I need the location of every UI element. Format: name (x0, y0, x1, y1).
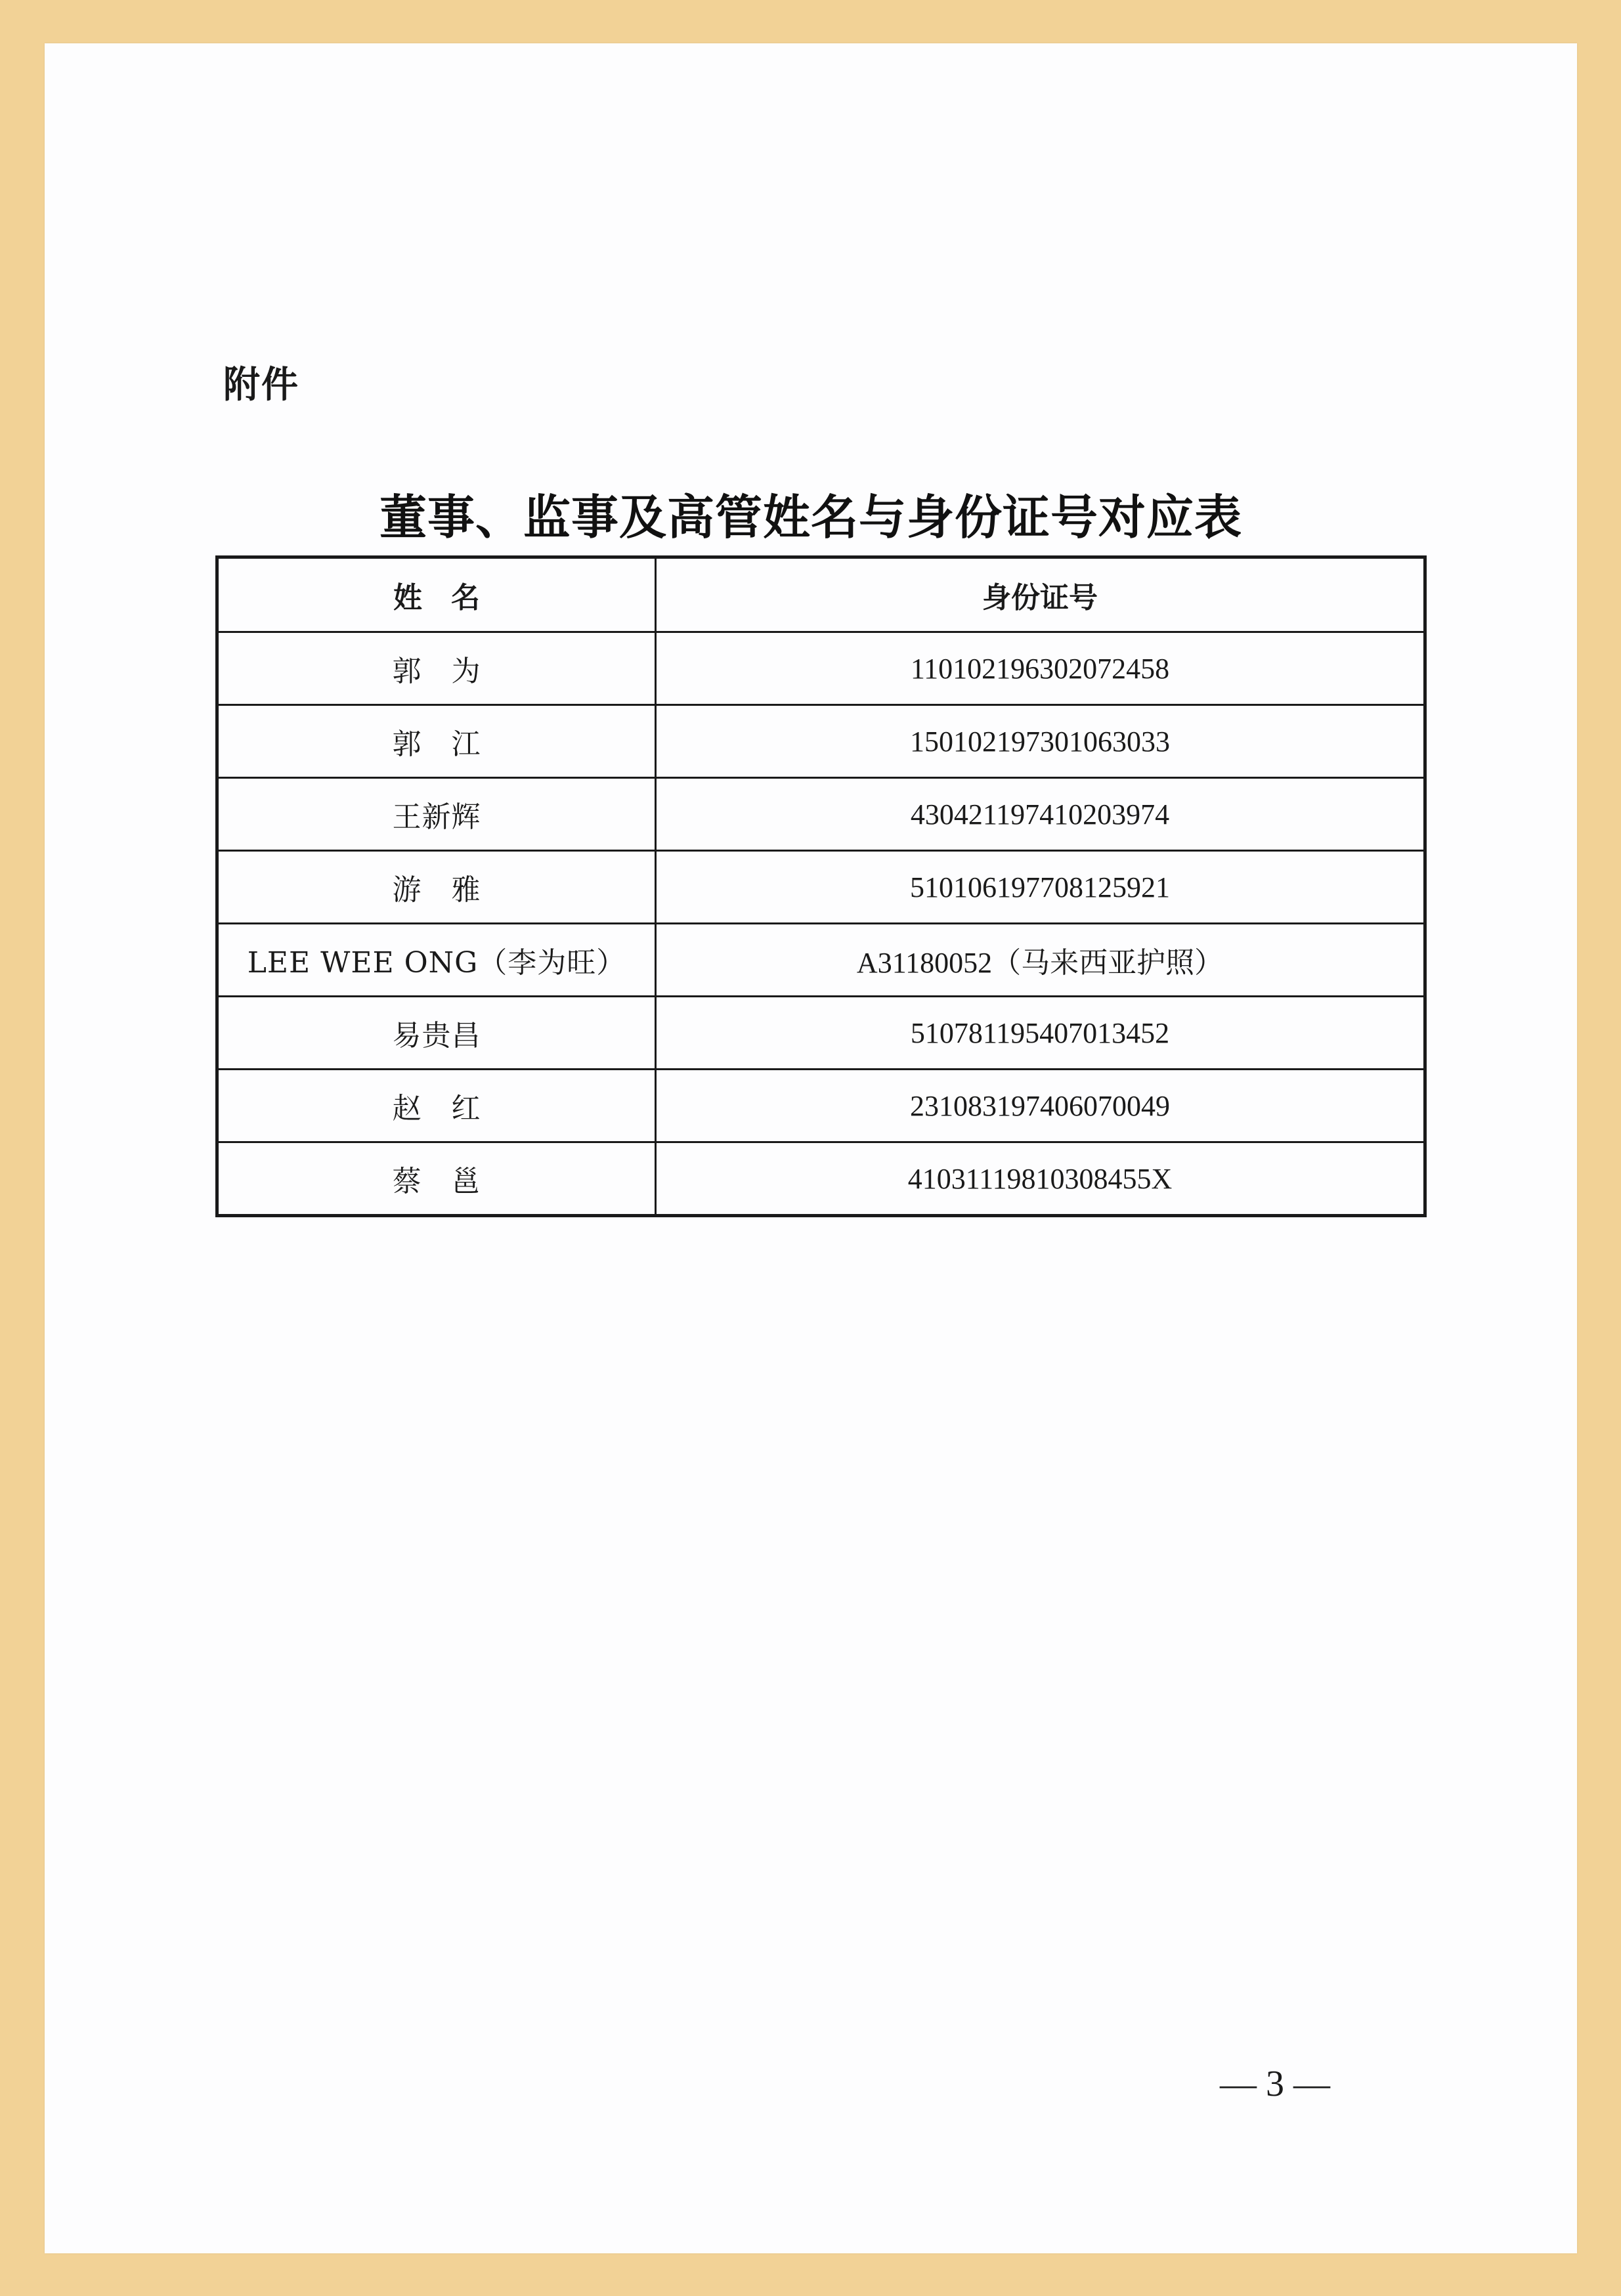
id-number-cell: 150102197301063033 (656, 705, 1425, 778)
id-number-cell: 110102196302072458 (656, 632, 1425, 705)
id-number-cell: A31180052（马来西亚护照） (656, 924, 1425, 997)
table-row (217, 778, 1425, 851)
id-number-cell: 41031119810308455X (656, 1142, 1425, 1216)
table-row (217, 851, 1425, 924)
document-title: 董事、监事及高管姓名与身份证号对应表 (379, 489, 1242, 545)
attachment-label: 附件 (223, 364, 299, 406)
id-correspondence-table (215, 555, 1427, 1217)
name-cell: 蔡 邕 (217, 1142, 656, 1216)
name-cell: 王新辉 (217, 778, 656, 851)
header-name: 姓 名 (217, 557, 656, 632)
table-row (217, 1070, 1425, 1142)
header-id-number: 身份证号 (656, 557, 1425, 632)
id-number-cell: 231083197406070049 (656, 1070, 1425, 1142)
document-page (45, 43, 1577, 2253)
table-row (217, 705, 1425, 778)
name-cell: 赵 红 (217, 1070, 656, 1142)
table-row (217, 924, 1425, 997)
name-cell: 郭 江 (217, 705, 656, 778)
id-number-cell: 430421197410203974 (656, 778, 1425, 851)
name-cell: LEE WEE ONG（李为旺） (217, 924, 656, 997)
id-number-cell: 510781195407013452 (656, 997, 1425, 1070)
name-cell: 郭 为 (217, 632, 656, 705)
id-number-cell: 510106197708125921 (656, 851, 1425, 924)
table-row (217, 997, 1425, 1070)
name-cell: 游 雅 (217, 851, 656, 924)
name-cell: 易贵昌 (217, 997, 656, 1070)
table-header-row (217, 557, 1425, 632)
table-row (217, 632, 1425, 705)
page-number: — 3 — (1220, 2064, 1330, 2104)
table-row (217, 1142, 1425, 1216)
